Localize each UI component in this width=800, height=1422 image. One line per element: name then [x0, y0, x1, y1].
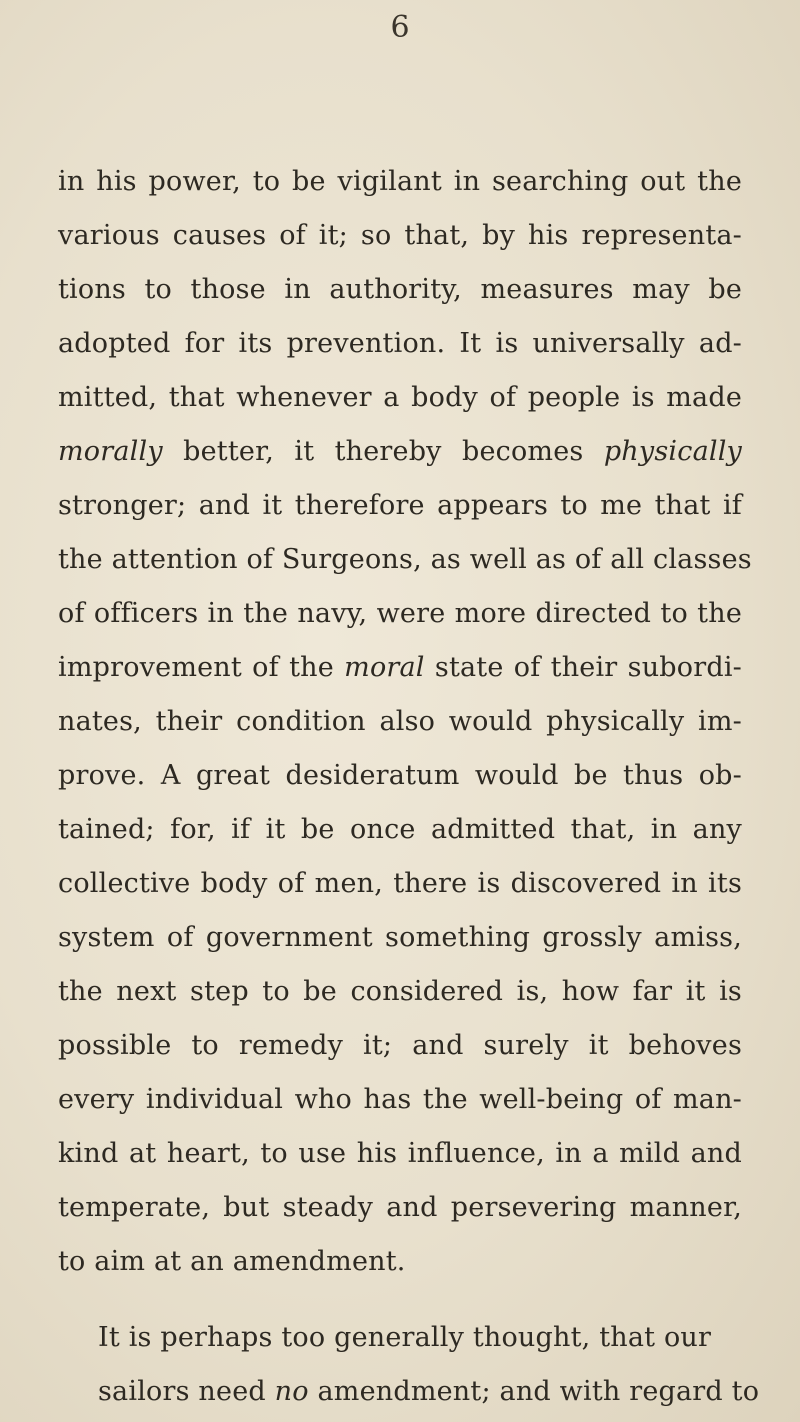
- text-line: prove. A great desideratum would be thus ob-: [58, 760, 742, 791]
- text-line: of officers in the navy, were more directed to the: [58, 598, 742, 629]
- text-line: adopted for its prevention. It is universally ad-: [58, 328, 742, 359]
- text-line: [58, 432, 742, 472]
- text-line: [58, 648, 742, 688]
- text-line: various causes of it; so that, by his representa-: [58, 220, 742, 251]
- text-line: nates, their condition also would physically im-: [58, 706, 742, 737]
- italic-word: morally: [58, 436, 163, 467]
- text-line: tions to those in authority, measures may be: [58, 274, 742, 305]
- text-line: to aim at an amendment.: [58, 1246, 406, 1277]
- text-span: sailors need: [98, 1376, 275, 1407]
- text-line: tained; for, if it be once admitted that, in any: [58, 814, 742, 845]
- text-line: the next step to be considered is, how far it is: [58, 976, 742, 1007]
- text-line: collective body of men, there is discovered in its: [58, 868, 742, 899]
- text-line: possible to remedy it; and surely it behoves: [58, 1030, 742, 1061]
- italic-word: physically: [603, 436, 742, 467]
- italic-word: no: [274, 1376, 309, 1407]
- text-line: the attention of Surgeons, as well as of all classes: [58, 544, 752, 575]
- text-line: [98, 1372, 760, 1412]
- text-span: state of their subordi-: [424, 652, 742, 683]
- text-line: It is perhaps too generally thought, that our: [98, 1322, 712, 1353]
- italic-word: moral: [344, 652, 425, 683]
- text-line: mitted, that whenever a body of people is made: [58, 382, 742, 413]
- text-span: amendment; and with regard to: [308, 1376, 760, 1407]
- text-line: temperate, but steady and persevering manner,: [58, 1192, 742, 1223]
- page-number: 6: [390, 10, 410, 45]
- text-line: system of government something grossly amiss,: [58, 922, 742, 953]
- text-line: every individual who has the well-being of man-: [58, 1084, 742, 1115]
- text-line: kind at heart, to use his influence, in a mild and: [58, 1138, 742, 1169]
- text-span: better, it thereby becomes: [162, 436, 604, 467]
- text-line: in his power, to be vigilant in searching out the: [58, 166, 742, 197]
- text-line: stronger; and it therefore appears to me that if: [58, 490, 742, 521]
- text-span: improvement of the: [58, 652, 345, 683]
